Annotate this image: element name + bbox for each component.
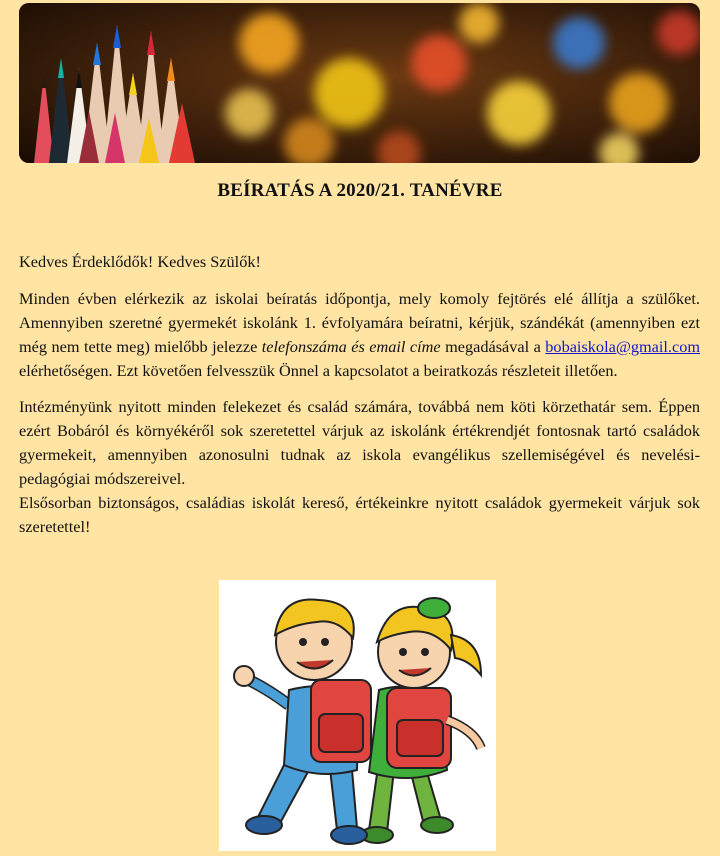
paragraph-welcome: Elsősorban biztonságos, családias iskolát kereső, értékeinkre nyitott családok gyermekeit várjuk sok szeretettel!	[19, 493, 700, 536]
para1-text-after: elérhetőségen. Ezt követően felvesszük Önnel a kapcsolatot a beiratkozás részleteit illetően.	[19, 361, 618, 380]
paragraph-institution: Intézményünk nyitott minden felekezet és család számára, továbbá nem köti körzethatár sem. Éppen ezért Bobáról és környékéről sok szeretettel várjuk az iskolánk értékrendjét fontosnak tartó családok gyermekeit, amennyiben azonosulni tudnak az iskola evangélikus szellemiségével és nevelési-pedagógiai módszereivel.	[19, 397, 700, 488]
banner-image	[19, 3, 700, 163]
greeting: Kedves Érdeklődők! Kedves Szülők!	[19, 252, 261, 271]
letter-body	[19, 250, 700, 551]
girl-figure	[361, 598, 481, 843]
paragraph-registration	[19, 287, 700, 383]
children-illustration	[219, 580, 496, 851]
para1-emphasis: telefonszáma és email címe	[261, 337, 441, 356]
email-link[interactable]: bobaiskola@gmail.com	[545, 337, 700, 356]
para1-text-middle: megadásával a	[440, 337, 546, 356]
boy-figure	[234, 599, 371, 844]
para1-text-before: Minden évben elérkezik az iskolai beíratás időpontja, mely komoly fejtörés elé állítja a szülőket. Amennyiben szeretné gyermekét iskolánk 1. évfolyamára beíratni, kérjük, szándékát (amennyiben ezt még nem tette meg) mielőbb jelezze	[19, 289, 700, 356]
page-title: BEÍRATÁS A 2020/21. TANÉVRE	[217, 180, 503, 201]
